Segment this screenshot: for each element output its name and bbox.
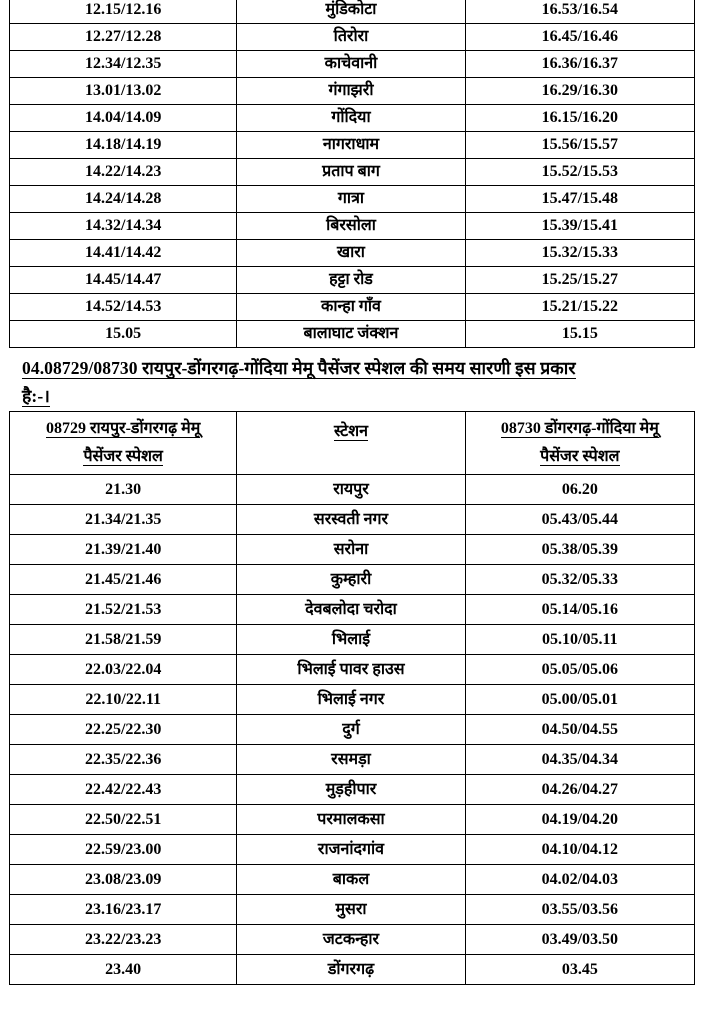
table-row [10,105,695,132]
table-row [10,51,695,78]
table-row [10,213,695,240]
timetable-08729-08730-body [10,412,695,985]
table-row [10,321,695,348]
table-row [10,267,695,294]
table-row [10,805,695,835]
arrival-departure-time: 14.18/14.19 [10,132,237,159]
arrival-departure-time: 12.34/12.35 [10,51,237,78]
return-time: 03.49/03.50 [465,925,694,955]
station-name: बिरसोला [237,213,465,240]
return-time: 05.00/05.01 [465,685,694,715]
station-name: रसमड़ा [237,745,465,775]
arrival-departure-time: 12.15/12.16 [10,0,237,24]
table-row [10,895,695,925]
table-row [10,925,695,955]
arrival-departure-time: 22.50/22.51 [10,805,237,835]
table-row [10,865,695,895]
station-name: देवबलोदा चरोदा [237,595,465,625]
section-heading [22,354,702,410]
return-time: 05.43/05.44 [465,505,694,535]
station-name: गात्रा [237,186,465,213]
return-time: 15.25/15.27 [465,267,694,294]
table-row [10,186,695,213]
return-time: 16.29/16.30 [465,78,694,105]
table-row [10,655,695,685]
return-time: 04.19/04.20 [465,805,694,835]
arrival-departure-time: 15.05 [10,321,237,348]
station-name: राजनांदगांव [237,835,465,865]
return-time: 16.15/16.20 [465,105,694,132]
station-name: भिलाई [237,625,465,655]
arrival-departure-time: 22.03/22.04 [10,655,237,685]
table-row [10,775,695,805]
table-row [10,240,695,267]
arrival-departure-time: 14.41/14.42 [10,240,237,267]
arrival-departure-time: 23.16/23.17 [10,895,237,925]
station-name: कुम्हारी [237,565,465,595]
timetable-continued [9,0,695,348]
return-time: 06.20 [465,475,694,505]
arrival-departure-time: 23.08/23.09 [10,865,237,895]
return-time: 15.56/15.57 [465,132,694,159]
table-row [10,505,695,535]
return-time: 03.55/03.56 [465,895,694,925]
station-name: मुसरा [237,895,465,925]
station-name: सरोना [237,535,465,565]
return-time: 05.38/05.39 [465,535,694,565]
station-name: तिरोरा [237,24,465,51]
table-row [10,955,695,985]
station-name: मुड़हीपार [237,775,465,805]
return-time: 16.36/16.37 [465,51,694,78]
return-time: 16.53/16.54 [465,0,694,24]
station-name: जटकन्हार [237,925,465,955]
station-name: दुर्ग [237,715,465,745]
arrival-departure-time: 14.52/14.53 [10,294,237,321]
timetable-continued-body [10,0,695,348]
station-name: बालाघाट जंक्शन [237,321,465,348]
arrival-departure-time: 12.27/12.28 [10,24,237,51]
arrival-departure-time: 14.24/14.28 [10,186,237,213]
return-time: 04.10/04.12 [465,835,694,865]
table-row [10,78,695,105]
arrival-departure-time: 23.40 [10,955,237,985]
table-row [10,475,695,505]
return-time: 03.45 [465,955,694,985]
station-name: भिलाई नगर [237,685,465,715]
station-name: खारा [237,240,465,267]
return-time: 05.14/05.16 [465,595,694,625]
station-name: गंगाझरी [237,78,465,105]
header-train-08730: 08730 डोंगरगढ़-गोंदिया मेमू पैसेंजर स्पेशल [465,412,694,475]
return-time: 15.15 [465,321,694,348]
arrival-departure-time: 14.32/14.34 [10,213,237,240]
section-heading-line1: 04.08729/08730 रायपुर-डोंगरगढ़-गोंदिया मेमू पैसेंजर स्पेशल की समय सारणी इस प्रकार [22,358,576,378]
arrival-departure-time: 21.39/21.40 [10,535,237,565]
station-name: परमालकसा [237,805,465,835]
arrival-departure-time: 21.58/21.59 [10,625,237,655]
section-heading-line2: है:-। [22,386,50,406]
return-time: 05.05/05.06 [465,655,694,685]
arrival-departure-time: 14.04/14.09 [10,105,237,132]
table-row [10,745,695,775]
arrival-departure-time: 21.52/21.53 [10,595,237,625]
return-time: 04.26/04.27 [465,775,694,805]
station-name: नागराधाम [237,132,465,159]
station-name: रायपुर [237,475,465,505]
return-time: 15.47/15.48 [465,186,694,213]
return-time: 15.32/15.33 [465,240,694,267]
return-time: 15.39/15.41 [465,213,694,240]
station-name: भिलाई पावर हाउस [237,655,465,685]
return-time: 05.32/05.33 [465,565,694,595]
table-row [10,132,695,159]
arrival-departure-time: 22.35/22.36 [10,745,237,775]
arrival-departure-time: 14.22/14.23 [10,159,237,186]
arrival-departure-time: 21.30 [10,475,237,505]
arrival-departure-time: 22.25/22.30 [10,715,237,745]
table-row [10,625,695,655]
arrival-departure-time: 22.59/23.00 [10,835,237,865]
table-row [10,565,695,595]
station-name: मुंडिकोटा [237,0,465,24]
station-name: प्रताप बाग [237,159,465,186]
header-station: स्टेशन [237,412,465,475]
arrival-departure-time: 22.42/22.43 [10,775,237,805]
table-row [10,685,695,715]
station-name: कान्हा गाँव [237,294,465,321]
arrival-departure-time: 21.34/21.35 [10,505,237,535]
return-time: 15.52/15.53 [465,159,694,186]
table-row [10,595,695,625]
station-name: सरस्वती नगर [237,505,465,535]
return-time: 16.45/16.46 [465,24,694,51]
station-name: गोंदिया [237,105,465,132]
return-time: 04.50/04.55 [465,715,694,745]
table-row [10,835,695,865]
station-name: बाकल [237,865,465,895]
table-row [10,535,695,565]
arrival-departure-time: 14.45/14.47 [10,267,237,294]
table-row [10,715,695,745]
return-time: 15.21/15.22 [465,294,694,321]
return-time: 04.02/04.03 [465,865,694,895]
station-name: हट्टा रोड [237,267,465,294]
table-row [10,294,695,321]
table-row [10,159,695,186]
table-row [10,24,695,51]
station-name: डोंगरगढ़ [237,955,465,985]
return-time: 04.35/04.34 [465,745,694,775]
arrival-departure-time: 13.01/13.02 [10,78,237,105]
arrival-departure-time: 23.22/23.23 [10,925,237,955]
table-header-row [10,412,695,475]
table-row [10,0,695,24]
station-name: काचेवानी [237,51,465,78]
header-train-08729: 08729 रायपुर-डोंगरगढ़ मेमू पैसेंजर स्पेशल [10,412,237,475]
arrival-departure-time: 21.45/21.46 [10,565,237,595]
timetable-08729-08730 [9,411,695,985]
arrival-departure-time: 22.10/22.11 [10,685,237,715]
return-time: 05.10/05.11 [465,625,694,655]
